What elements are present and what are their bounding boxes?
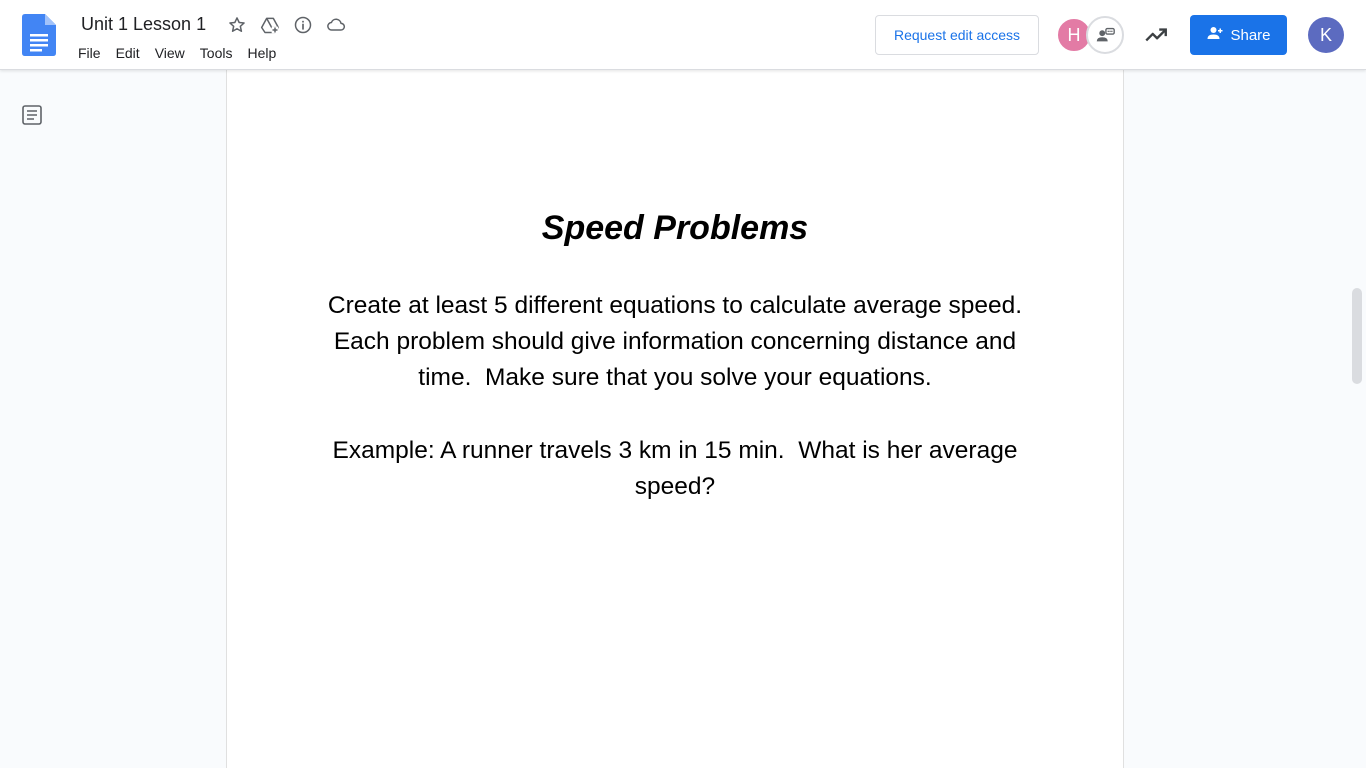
document-heading: Speed Problems (541, 209, 809, 247)
info-icon[interactable] (291, 13, 315, 37)
menu-tools[interactable]: Tools (199, 45, 233, 61)
activity-dashboard-icon[interactable] (1143, 22, 1169, 48)
account-avatar[interactable]: K (1308, 17, 1344, 53)
scrollbar-thumb[interactable] (1352, 288, 1362, 384)
star-icon[interactable] (225, 13, 249, 37)
share-button[interactable] (1190, 15, 1287, 55)
document-paragraph-example: Example: A runner travels 3 km in 15 min. What is her average speed? (332, 437, 1025, 500)
document-outline-icon[interactable] (20, 103, 44, 127)
title-icon-group (225, 13, 357, 37)
document-paragraph-instructions: Create at least 5 different equations to calculate average speed. Each problem should give information concerning distance and time. Make sure that you solve your equations. (327, 292, 1036, 391)
viewers-icon[interactable] (1086, 16, 1124, 54)
request-edit-access-button[interactable]: Request edit access (875, 15, 1039, 55)
add-person-icon (1206, 24, 1224, 46)
menu-file[interactable]: File (78, 45, 101, 61)
menu-bar (72, 42, 285, 64)
share-label: Share (1230, 26, 1271, 44)
menu-edit[interactable]: Edit (115, 45, 140, 61)
cloud-status-icon[interactable] (324, 13, 348, 37)
top-bar (0, 0, 1366, 70)
document-page[interactable] (226, 70, 1124, 768)
collaborator-avatar[interactable]: H (1056, 17, 1092, 53)
menu-help[interactable]: Help (247, 45, 277, 61)
menu-view[interactable]: View (154, 45, 185, 61)
docs-logo-icon[interactable] (22, 14, 56, 56)
move-to-drive-icon[interactable] (258, 13, 282, 37)
document-title[interactable]: Unit 1 Lesson 1 (81, 14, 207, 34)
